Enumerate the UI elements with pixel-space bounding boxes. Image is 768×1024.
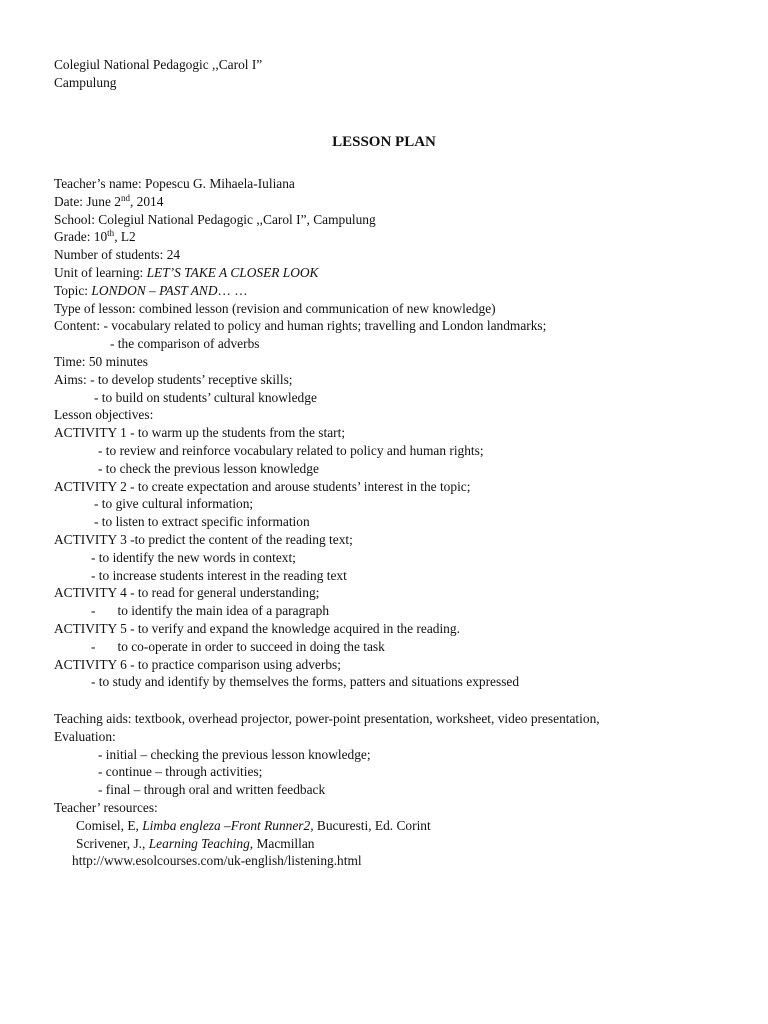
- lesson-type: Type of lesson: combined lesson (revision and communication of new knowledge): [54, 300, 496, 316]
- lesson-info: [54, 175, 744, 691]
- school-info: School: Colegiul National Pedagogic ,,Carol I”, Campulung: [54, 211, 376, 227]
- resource-2: Scrivener, J., Learning Teaching, Macmillan: [76, 835, 315, 851]
- resources-label: Teacher’ resources:: [54, 799, 158, 815]
- teacher-name: Teacher’s name: Popescu G. Mihaela-Iuliana: [54, 176, 295, 191]
- objectives-label: Lesson objectives:: [54, 407, 154, 423]
- activity-4-objective-2: - to identify the main idea of a paragraph: [91, 603, 330, 619]
- activity-1-objective-2: - to review and reinforce vocabulary related to policy and human rights;: [98, 442, 484, 458]
- activity-6: ACTIVITY 6 - to practice comparison using adverbs;: [54, 656, 341, 672]
- activity-5: ACTIVITY 5 - to verify and expand the knowledge acquired in the reading.: [54, 620, 460, 636]
- aims-line-2: - to build on students’ cultural knowledge: [94, 389, 317, 405]
- school-town: Campulung: [54, 74, 117, 90]
- content-line-2: - the comparison of adverbs: [110, 336, 260, 352]
- unit-of-learning: Unit of learning: LET’S TAKE A CLOSER LOOK: [54, 264, 319, 280]
- page-title: LESSON PLAN: [332, 134, 436, 150]
- grade-info: Grade: 10th, L2: [54, 228, 136, 245]
- resource-1: Comisel, E, Limba engleza –Front Runner2, Bucuresti, Ed. Corint: [76, 817, 431, 833]
- evaluation-initial: - initial – checking the previous lesson knowledge;: [98, 746, 371, 762]
- lesson-topic: Topic: LONDON – PAST AND… …: [54, 282, 248, 298]
- lesson-footer-info: [54, 710, 744, 870]
- activity-5-objective-2: - to co-operate in order to succeed in doing the task: [91, 638, 385, 654]
- lesson-date: Date: June 2nd, 2014: [54, 192, 164, 209]
- content-line-1: Content: - vocabulary related to policy and human rights; travelling and London landmarks;: [54, 318, 547, 334]
- teaching-aids: Teaching aids: textbook, overhead projector, power-point presentation, worksheet, video presentation,: [54, 711, 600, 726]
- activity-4: ACTIVITY 4 - to read for general understanding;: [54, 585, 320, 601]
- evaluation-continue: - continue – through activities;: [98, 764, 263, 780]
- resource-url: http://www.esolcourses.com/uk-english/listening.html: [72, 853, 362, 869]
- lesson-time: Time: 50 minutes: [54, 353, 148, 369]
- student-count: Number of students: 24: [54, 247, 181, 263]
- evaluation-final: - final – through oral and written feedback: [98, 782, 326, 798]
- aims-line-1: Aims: - to develop students’ receptive skills;: [54, 371, 293, 387]
- activity-1: ACTIVITY 1 - to warm up the students from the start;: [54, 425, 346, 441]
- activity-2-objective-2: - to give cultural information;: [94, 496, 254, 512]
- activity-2: ACTIVITY 2 - to create expectation and arouse students’ interest in the topic;: [54, 478, 471, 494]
- activity-3-objective-3: - to increase students interest in the reading text: [91, 567, 347, 583]
- activity-1-objective-3: - to check the previous lesson knowledge: [98, 460, 319, 476]
- evaluation-label: Evaluation:: [54, 728, 116, 744]
- school-name: Colegiul National Pedagogic ,,Carol I”: [54, 57, 263, 72]
- activity-3-objective-2: - to identify the new words in context;: [91, 549, 296, 565]
- activity-6-objective-2: - to study and identify by themselves the forms, patters and situations expressed: [91, 674, 520, 690]
- school-header: [54, 56, 744, 92]
- activity-2-objective-3: - to listen to extract specific information: [94, 514, 310, 530]
- activity-3: ACTIVITY 3 -to predict the content of the reading text;: [54, 531, 353, 547]
